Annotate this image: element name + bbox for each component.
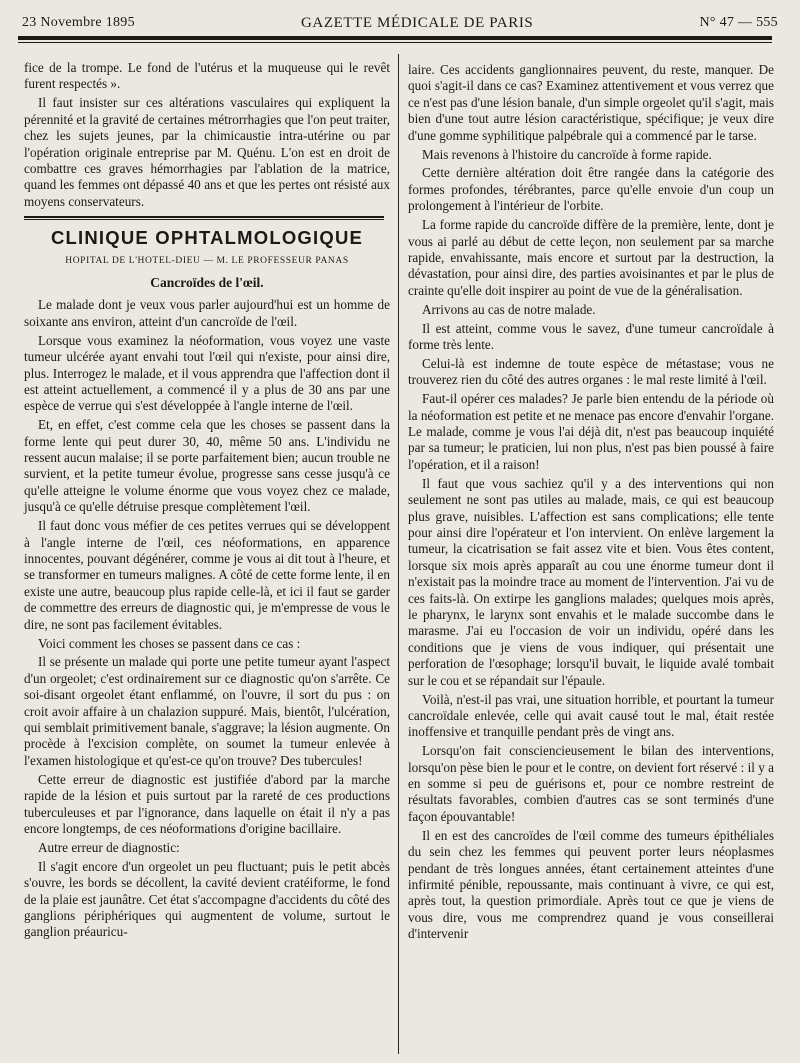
section-separator [24,216,384,220]
paragraph: Il est atteint, comme vous le savez, d'une tumeur cancroïdale à forme très lente. [408,320,774,352]
section-subhead: HOPITAL DE L'HOTEL-DIEU — M. LE PROFESSEUR PANAS [65,255,349,266]
paragraph: Lorsqu'on fait consciencieusement le bilan des interventions, lorsqu'on pèse bien le pour et le contre, on devient fort réservé : il y a en somme si peu de guérisons et, pour ce nombre restreint de résultats favorables, combien d'autres cas se sont terminés d'une façon épouvantable! [408,743,774,824]
paragraph: Mais revenons à l'histoire du cancroïde à forme rapide. [422,146,712,162]
paragraph: Celui-là est indemne de toute espèce de métastase; vous ne trouverez rien du côté des autres organes : le mal reste limité à l'œil. [408,355,774,388]
paragraph: Il faut que vous sachiez qu'il y a des interventions qui non seulement ne sont pas utiles au malade, mais, ce qui est beaucoup plus grave, nuisibles. L'affection est sans complications; elle tente pour ainsi dire l'opérateur et l'on intervient. On enlève largement la tumeur, la cicatrisation se fait assez vite et bien. Vous êtes content, lorsque six mois après apparaît au cou une énorme tumeur dont il n'existait pas la moindre trace au moment de l'intervention. J'ai vu de ces faits-là. On extirpe les ganglions malades; quelques mois après, le pharynx, le larynx sont envahis et le malade succombe dans le marasme. J'ai eu l'occasion de voir un individu, opéré dans les conditions que je viens de vous indiquer, qui présentait une perforation de l'œsophage; lorsqu'il buvait, le liquide avalé tombait sur le cou et se répandait sur l'épaule. [408,475,774,688]
paragraph: Il faut insister sur ces altérations vasculaires qui expliquent la pérennité et la gravité de certaines métrorrhagies que l'on peut traiter, chez les sujets jeunes, par la chimicaustie intra-utérine ou par l'opération originale entreprise par M. Quénu. L'on est en droit de combattre ces graves hémorrhagies par l'ablation de la matrice, quand les femmes ont dépassé 40 ans et que les pertes ont résisté aux moyens conservateurs. [24,95,390,209]
journal-title: GAZETTE MÉDICALE DE PARIS [301,14,534,31]
article-title: Cancroïdes de l'œil. [150,274,264,290]
paragraph: La forme rapide du cancroïde diffère de la première, lente, dont je vous ai parlé au début de cette leçon, non seulement par sa marche rapide, envahissante, mais encore et surtout par la destruction, la dévastation, pour ainsi dire, des parties avoisinantes et par le plus de crainte qu'elle doit inspirer au point de vue de la généralisation. [408,217,774,298]
running-header [22,12,778,34]
paragraph: Cette erreur de diagnostic est justifiée d'abord par la marche rapide de la lésion et puis surtout par la rareté de ces productions tuberculeuses et par l'ignorance, dans laquelle on était il n'y a pas encore longtemps, de ces néoformations d'origine bacillaire. [24,771,390,836]
paragraph: Il s'agit encore d'un orgeolet un peu fluctuant; puis le petit abcès s'ouvre, les bords se décollent, la cavité devient cratéiforme, le fond de la plaie est jaunâtre. Cet état s'accompagne d'accidents du côté des ganglions périphériques qui augmentent de volume, surtout le ganglion préauricu- [24,858,390,940]
paragraph: Arrivons au cas de notre malade. [422,301,596,317]
header-rule [18,36,772,43]
paragraph: fice de la trompe. Le fond de l'utérus et la muqueuse qui le revêt furent respectés ». [24,60,390,92]
paragraph: Et, en effet, c'est comme cela que les choses se passent dans la forme lente qui peut durer 30, 40, même 50 ans. L'individu ne ressent aucun malaise; il se porte parfaitement bien; aucun trouble ne survient, et la petite tumeur évolue, progresse sans cesse jusqu'à ce qu'elle atteigne le volume énorme que vous voyez chez ce malade, jusqu'à ce qu'elle détruise presque complètement l'œil. [24,417,390,515]
header-date: 23 Novembre 1895 [22,15,135,30]
paragraph: laire. Ces accidents ganglionnaires peuvent, du reste, manquer. De quoi s'agit-il dans ce cas? Examinez attentivement et vous verrez que ce n'est pas d'une lésion banale, d'un simple orgeolet qu'il s'agit, mais bien d'une tout autre lésion caractéristique, spécifique; je veux dire d'une gomme syphilitique palpébrale qui a commencé par le tarse. [408,62,774,143]
left-column [24,60,390,943]
paragraph: Autre erreur de diagnostic: [38,839,180,855]
paragraph: Il en est des cancroïdes de l'œil comme des tumeurs épithéliales du sein chez les femmes qui peuvent porter leurs néoplasmes pendant de très longues années, étant certainement atteintes d'une infirmité pénible, repoussante, mais continuant à vivre, ce qui est, après tout, la question primordiale. Après tout ce que je viens de vous dire, vous me comprendrez quand je vous conseillerai d'intervenir [408,827,774,942]
section-title: CLINIQUE OPHTALMOLOGIQUE [50,227,364,249]
column-divider [398,54,399,1054]
paragraph: Voici comment les choses se passent dans ce cas : [38,635,301,651]
paragraph: Faut-il opérer ces malades? Je parle bien entendu de la période où la néoformation est petite et ne menace pas encore d'envahir l'organe. Le malade, comme je vous l'ai déjà dit, n'est pas beaucoup inquiété par sa tumeur; le praticien, lui non plus, n'est pas bien poussé à faire l'opération, et il a raison! [408,391,774,472]
paragraph: Lorsque vous examinez la néoformation, vous voyez une vaste tumeur ulcérée ayant envahi tout l'œil qui n'existe, pour ainsi dire, plus. Interrogez le malade, et il vous apprendra que l'affection dont il est atteint actuellement, a commencé il y a plus de 30 ans par une espèce de verrue qui s'est développée à l'angle interne de l'œil. [24,332,390,414]
paragraph: Cette dernière altération doit être rangée dans la catégorie des formes profondes, térébrantes, parce qu'elle envoie d'un coup un prolongement à l'intérieur de l'orbite. [408,165,774,214]
right-column [408,62,774,945]
paragraph: Le malade dont je veux vous parler aujourd'hui est un homme de soixante ans environ, atteint d'un cancroïde de l'œil. [24,297,390,329]
paragraph: Il faut donc vous méfier de ces petites verrues qui se développent à l'angle interne de l'œil, ces néoformations, en apparence innocentes, pouvant dégénérer, comme je vous ai dit tout à l'heure, et se transformer en tumeurs malignes. A côté de cette forme lente, il en existe une autre, beaucoup plus rapide celle-là, et ici il faut se garder de commettre des erreurs de diagnostic qui, je m'empresse de vous le dire, ne sont pas facilement évitables. [24,518,390,632]
paragraph: Voilà, n'est-il pas vrai, une situation horrible, et pourtant la tumeur cancroïdale enlevée, celle qui avait causé tout le mal, était restée inoffensive et tranquille pendant près de vingt ans. [408,691,774,740]
paragraph: Il se présente un malade qui porte une petite tumeur ayant l'aspect d'un orgeolet; c'est ordinairement sur ce diagnostic qu'on s'arrête. Ce soi-disant orgeolet étant enflammé, on l'ouvre, il sort du pus : on croit avoir affaire à un chalazion suppuré. Mais, bientôt, l'ulcération, qui semblait primitivement banale, s'aggrave; la lésion augmente. On procède à l'excision complète, on soumet la tumeur enlevée à l'examen histologique et qu'est-ce qu'on trouve? Des tubercules! [24,654,390,768]
page-number: N° 47 — 555 [699,15,778,30]
